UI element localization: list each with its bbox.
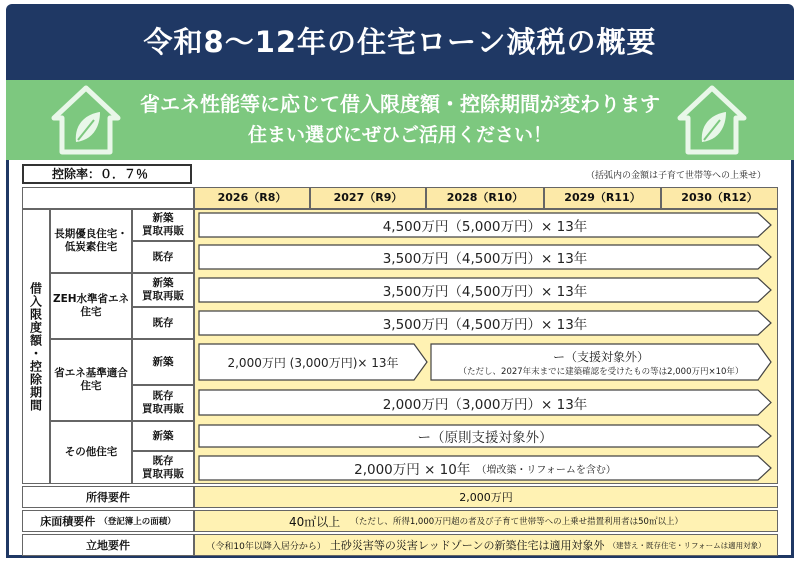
- floor-value-cell: [194, 510, 778, 532]
- bracket-note: （括弧内の金額は子育て世帯等への上乗せ）: [586, 171, 767, 181]
- location-value: 土砂災害等の災害レッドゾーンの新築住宅は適用対象外: [329, 539, 605, 552]
- floor-label-sub: （登記簿上の面積）: [99, 517, 176, 527]
- floor-label: 床面積要件: [40, 515, 96, 528]
- deduction-rate-label: 控除率：０．７％: [22, 164, 192, 184]
- floor-value: 40㎡以上: [289, 514, 341, 529]
- period-arrow: [198, 212, 772, 238]
- floor-label-cell: [22, 510, 194, 532]
- subtitle-line-2: 住まい選びにぜひご活用ください！: [247, 124, 552, 146]
- year-header: 2027（R9）: [310, 187, 426, 209]
- type-label: 新築 買取再販: [132, 273, 194, 307]
- type-label: 既存: [132, 241, 194, 273]
- location-value-cell: [194, 534, 778, 556]
- header-blank: [22, 187, 194, 209]
- location-value-sub: （建替え・既存住宅・リフォームは適用対象）: [608, 540, 766, 550]
- arrow-text: 2,000万円 × 10年: [354, 462, 471, 478]
- arrow-text: ー（原則支援対象外）: [417, 430, 553, 446]
- group-label: ZEH水準省エネ住宅: [50, 273, 132, 339]
- group-label: 省エネ基準適合住宅: [50, 339, 132, 421]
- type-label: 新築: [132, 421, 194, 451]
- period-arrow: [198, 455, 772, 481]
- arrow-text: 3,500万円（4,500万円）× 13年: [382, 317, 588, 333]
- income-label: 所得要件: [22, 486, 194, 508]
- period-arrow: [198, 244, 772, 270]
- period-arrow: [198, 277, 772, 303]
- year-header: 2026（R8）: [194, 187, 310, 209]
- arrow-text: 2,000万円（3,000万円）× 13年: [382, 396, 588, 413]
- type-label: 既存 買取再販: [132, 451, 194, 484]
- type-label: 既存: [132, 307, 194, 339]
- subtitle-line-1: 省エネ性能等に応じて借入限度額・控除期間が変わります: [140, 92, 660, 116]
- arrow-subtext: （ただし、2027年末までに建築確認を受けたもの等は2,000万円×10年）: [458, 366, 744, 377]
- side-label: 借入限度額・控除期間: [22, 209, 50, 484]
- year-header: 2028（R10）: [426, 187, 544, 209]
- location-value-pre: （令和10年以降入居分から）: [206, 541, 326, 552]
- period-arrow: [198, 310, 772, 336]
- period-arrow: [198, 343, 428, 381]
- arrow-text: 2,000万円 (3,000万円)× 13年: [227, 355, 399, 370]
- arrow-text: 3,500万円（4,500万円）× 13年: [382, 284, 588, 300]
- floor-value-sub: （ただし、所得1,000万円超の者及び子育て世帯等への上乗せ措置利用者は50㎡以上）: [350, 517, 683, 527]
- title-bar: [6, 4, 794, 80]
- group-label: その他住宅: [50, 421, 132, 484]
- income-value: 2,000万円: [194, 486, 778, 508]
- period-arrow: [198, 424, 772, 448]
- period-arrow: [198, 389, 772, 416]
- group-label: 長期優良住宅・低炭素住宅: [50, 209, 132, 273]
- arrow-text: 3,500万円（4,500万円）× 13年: [382, 251, 588, 267]
- type-label: 既存 買取再販: [132, 385, 194, 421]
- type-label: 新築: [132, 339, 194, 385]
- subtitle-banner: [6, 80, 794, 160]
- type-label: 新築 買取再販: [132, 209, 194, 241]
- arrow-text: ー（支援対象外）: [552, 349, 649, 364]
- location-label: 立地要件: [22, 534, 194, 556]
- arrow-text: 4,500万円（5,000万円）× 13年: [382, 219, 588, 235]
- year-header: 2030（R12）: [661, 187, 778, 209]
- period-arrow: [430, 343, 772, 381]
- page-title: 令和8～12年の住宅ローン減税の概要: [143, 25, 657, 59]
- year-header: 2029（R11）: [544, 187, 661, 209]
- arrow-subtext: （増改築・リフォームを含む）: [476, 464, 616, 476]
